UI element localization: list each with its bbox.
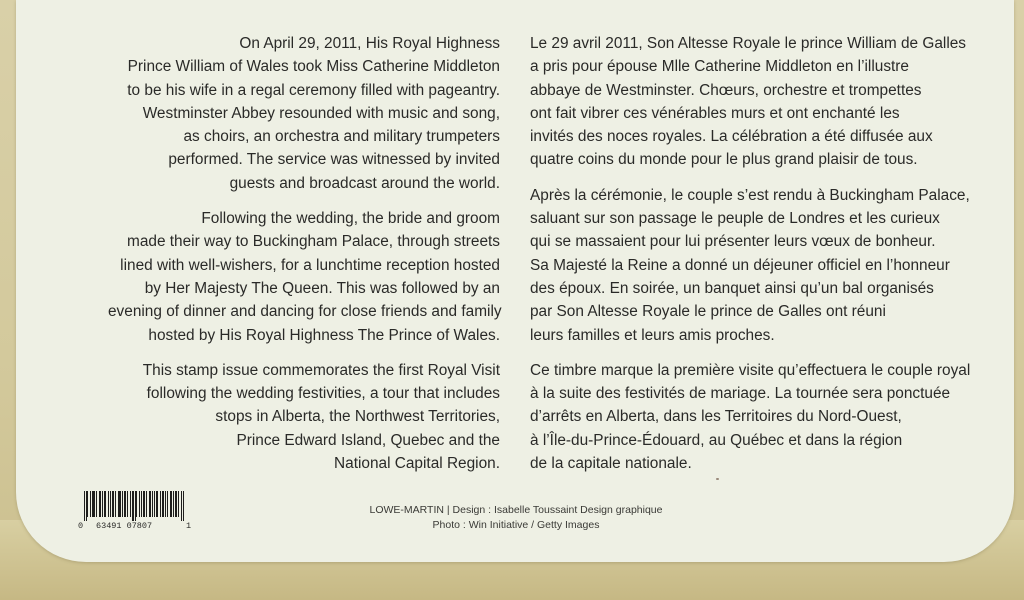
design-credits: LOWE-MARTIN | Design : Isabelle Toussaint Design graphique xyxy=(369,504,663,516)
text-line: On April 29, 2011, His Royal Highness xyxy=(239,35,500,52)
text-line: lined with well-wishers, for a lunchtime reception hosted xyxy=(120,256,500,274)
text-line: ont fait vibrer ces vénérables murs et ont enchanté les xyxy=(530,104,900,122)
text-line: d’arrêts en Alberta, dans les Territoires du Nord-Ouest, xyxy=(530,408,902,426)
text-line: Westminster Abbey resounded with music and song, xyxy=(142,104,500,122)
text-line: This stamp issue commemorates the first Royal Visit xyxy=(142,361,500,379)
text-line: Ce timbre marque la première visite qu’effectuera le couple royal xyxy=(530,361,971,379)
insert-card xyxy=(16,0,1014,562)
text-line: leurs familles et leurs amis proches. xyxy=(530,326,775,344)
text-line: invités des noces royales. La célébration a été diffusée aux xyxy=(530,128,933,146)
photo-credit: Photo : Win Initiative / Getty Images xyxy=(432,519,600,531)
text-line: a pris pour épouse Mlle Catherine Middleton en l’illustre xyxy=(530,58,909,76)
text-line: as choirs, an orchestra and military trumpeters xyxy=(183,128,500,146)
text-line: by Her Majesty The Queen. This was followed by an xyxy=(144,279,500,297)
text-line: Following the wedding, the bride and groom xyxy=(201,210,500,228)
speck-mark xyxy=(716,478,719,480)
french-paragraph-2 xyxy=(530,184,1000,347)
french-paragraph-3 xyxy=(530,359,1000,475)
text-line: following the wedding festivities, a tour that includes xyxy=(146,385,500,403)
text-line: saluant sur son passage le peuple de Londres et les curieux xyxy=(530,210,940,228)
english-text-column xyxy=(108,32,500,487)
text-line: des époux. En soirée, un banquet ainsi qu’un bal organisés xyxy=(530,279,934,297)
text-line: to be his wife in a regal ceremony filled with pageantry. xyxy=(127,81,500,99)
text-line: evening of dinner and dancing for close friends and family xyxy=(108,303,502,321)
french-paragraph-1 xyxy=(530,32,1000,172)
barcode-number: 63491 07807 xyxy=(96,521,153,531)
text-line: Prince William of Wales took Miss Catherine Middleton xyxy=(127,58,500,76)
text-line: de la capitale nationale. xyxy=(530,455,692,473)
english-paragraph-2 xyxy=(108,207,500,347)
barcode-left-digit: 0 xyxy=(78,521,84,531)
text-line: National Capital Region. xyxy=(334,455,500,473)
text-line: par Son Altesse Royale le prince de Galles ont réuni xyxy=(530,303,886,321)
text-line: Après la cérémonie, le couple s’est rendu à Buckingham Palace, xyxy=(530,186,970,204)
text-line: à la suite des festivités de mariage. La tournée sera ponctuée xyxy=(530,385,951,403)
text-line: Prince Edward Island, Quebec and the xyxy=(236,431,500,449)
text-line: à l’Île-du-Prince-Édouard, au Québec et dans la région xyxy=(530,431,903,449)
text-line: Le 29 avril 2011, Son Altesse Royale le prince William de Galles xyxy=(530,35,967,52)
french-text-column xyxy=(530,32,1000,487)
barcode-right-digit: 1 xyxy=(186,521,192,531)
text-line: performed. The service was witnessed by invited xyxy=(168,151,500,169)
text-line: made their way to Buckingham Palace, through streets xyxy=(127,233,500,251)
text-line: hosted by His Royal Highness The Prince of Wales. xyxy=(148,326,500,344)
english-paragraph-1 xyxy=(108,32,500,195)
english-paragraph-3 xyxy=(108,359,500,475)
text-line: stops in Alberta, the Northwest Territories, xyxy=(215,408,500,426)
text-line: guests and broadcast around the world. xyxy=(229,174,500,192)
credits-footer xyxy=(16,503,1016,533)
text-line: quatre coins du monde pour le plus grand plaisir de tous. xyxy=(530,151,918,169)
text-line: qui se massaient pour lui présenter leurs vœux de bonheur. xyxy=(530,233,936,251)
text-line: abbaye de Westminster. Chœurs, orchestre et trompettes xyxy=(530,81,922,99)
text-line: Sa Majesté la Reine a donné un déjeuner officiel en l’honneur xyxy=(530,256,950,274)
